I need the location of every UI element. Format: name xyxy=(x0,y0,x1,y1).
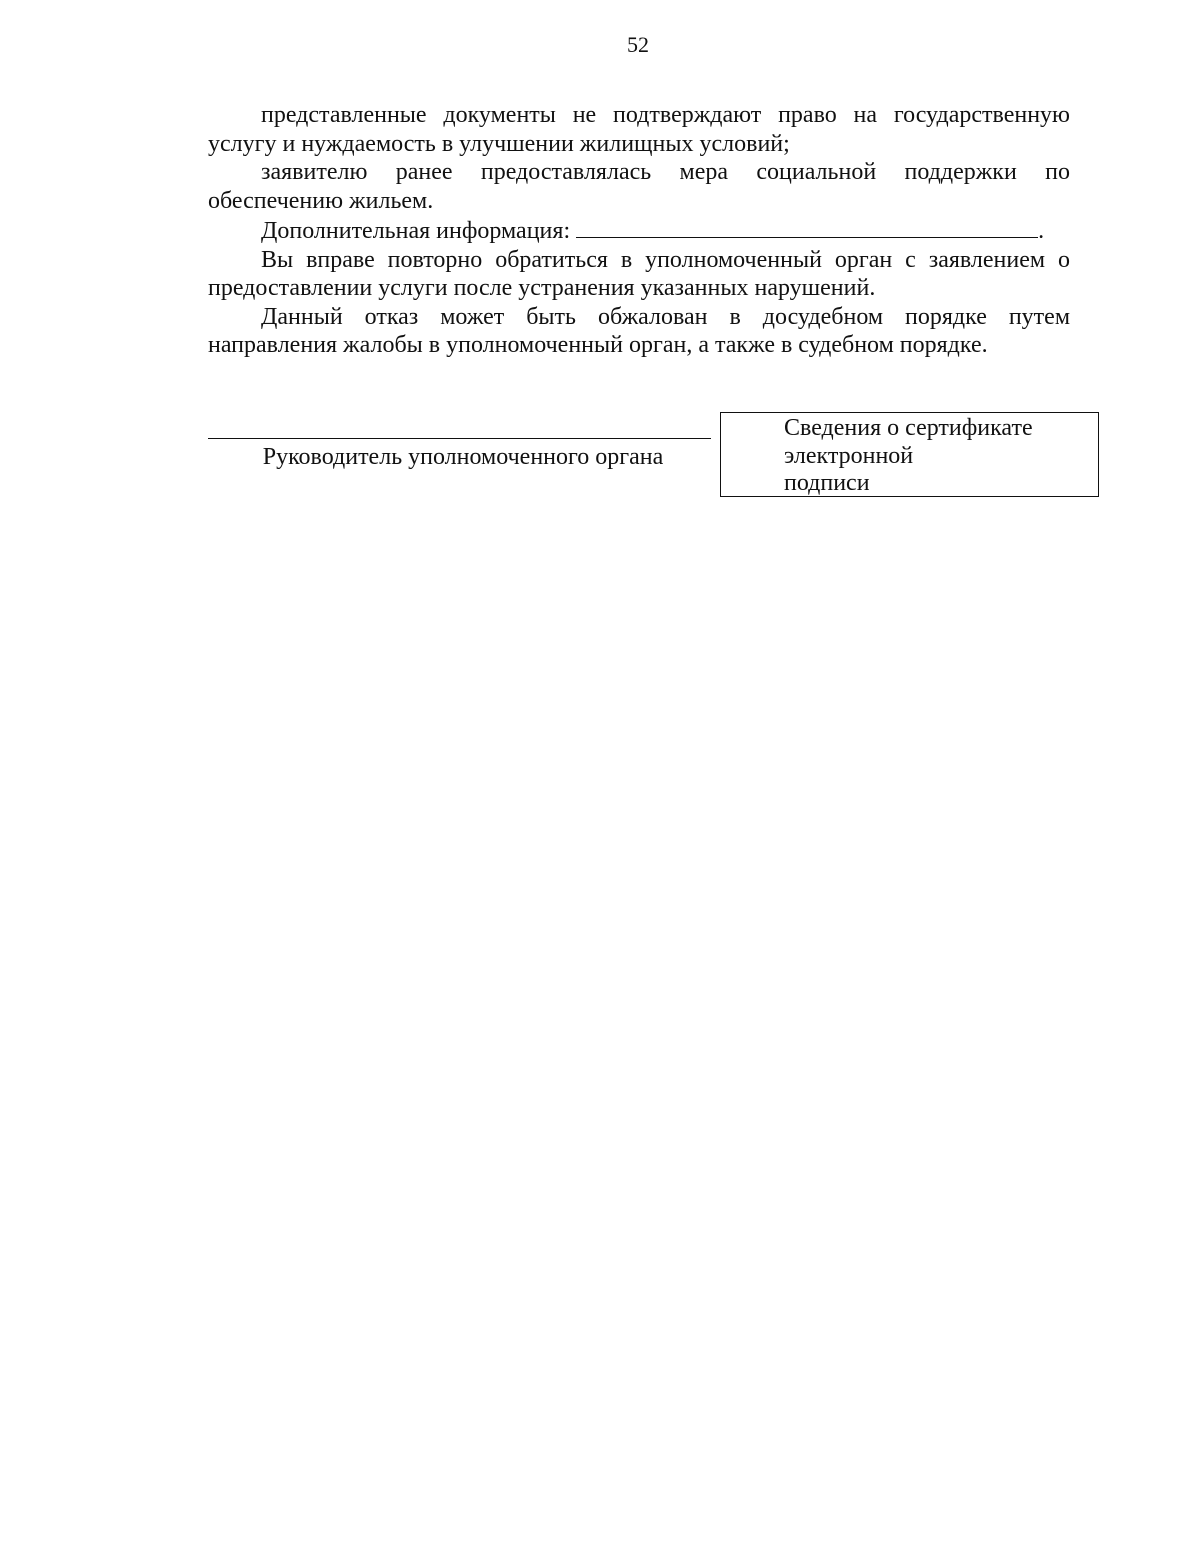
certificate-line: подписи xyxy=(784,470,870,496)
signature-label: Руководитель уполномоченного органа xyxy=(262,444,664,470)
paragraph-previous-support: заявителю ранее предоставлялась мера социальной поддержки по обеспечению жильем. xyxy=(208,159,1070,214)
certificate-line: Сведения о сертификате xyxy=(784,415,1033,441)
document-body xyxy=(208,101,1070,360)
paragraph-documents: представленные документы не подтверждают право на государственную услугу и нуждаемость в улучшении жилищных условий; xyxy=(208,102,1070,157)
page-number: 52 xyxy=(627,32,649,57)
additional-info-blank xyxy=(576,215,1038,238)
additional-info-line xyxy=(208,215,1070,246)
paragraph-reapply: Вы вправе повторно обратиться в уполномоченный орган с заявлением о предоставлении услуги после устранения указанных нарушений. xyxy=(208,246,1070,301)
additional-info-period: . xyxy=(1038,218,1045,244)
certificate-text xyxy=(784,415,1084,498)
signature-line xyxy=(208,438,711,439)
certificate-box xyxy=(720,412,1099,497)
paragraph-appeal: Данный отказ может быть обжалован в досудебном порядке путем направления жалобы в уполномоченный орган, а также в судебном порядке. xyxy=(208,303,1070,358)
additional-info-label: Дополнительная информация: xyxy=(261,218,571,244)
certificate-line: электронной xyxy=(784,442,914,469)
